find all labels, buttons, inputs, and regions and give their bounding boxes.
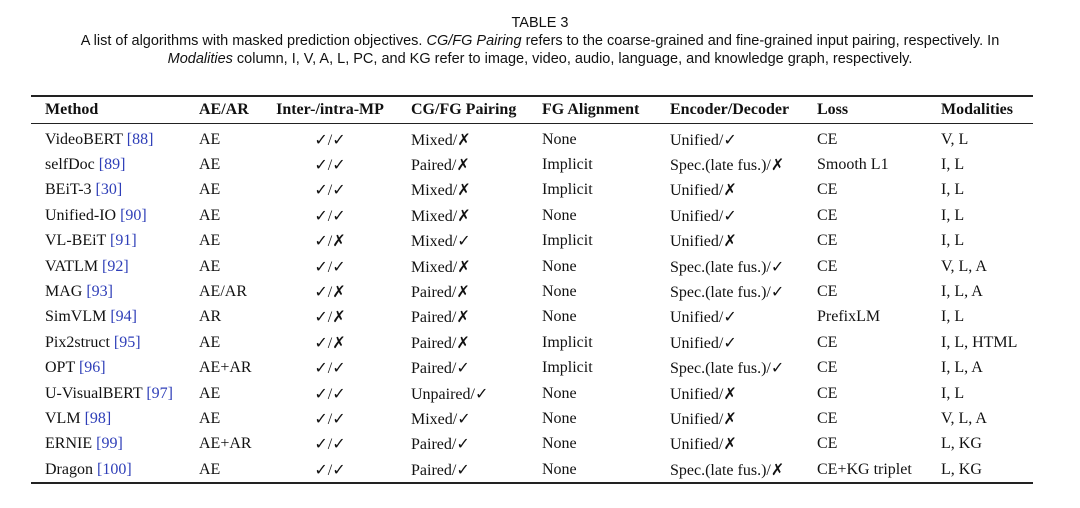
loss-cell: CE [817,333,838,351]
loss-cell: CE [817,409,838,427]
mp-cell: ✓/✓ [314,360,346,378]
mp-cell: ✓/✓ [314,410,346,428]
loss-cell: CE [817,181,838,199]
ae-ar-cell: AE [199,384,221,402]
citation-link[interactable]: [94] [110,308,137,326]
table-row [31,406,1033,431]
pairing-cell: Paired/✗ [411,334,470,352]
loss-cell: CE [817,232,838,250]
citation-link[interactable]: [95] [113,333,141,351]
ae-ar-cell: AE [199,333,221,351]
header-loss: Loss [817,101,849,118]
caption-text-1: A list of algorithms with masked prediction objectives. [80,33,427,49]
table-row [31,124,1033,153]
encoder-decoder-cell: Unified/✗ [670,182,737,200]
table-row [31,152,1033,177]
pairing-cell: Mixed/✗ [411,258,471,276]
method-cell: U-VisualBERT [97] [45,384,173,402]
ae-ar-cell: AE [199,156,221,174]
modalities-cell: I, L [941,156,965,174]
encoder-decoder-cell: Unified/✓ [670,334,737,352]
table-row [31,457,1033,483]
mp-cell: ✓/✓ [314,131,346,149]
pairing-cell: Paired/✗ [411,157,470,175]
table-row [31,229,1033,254]
pairing-cell: Mixed/✗ [411,131,471,149]
ae-ar-cell: AE [199,232,221,250]
modalities-cell: V, L, A [941,257,987,275]
encoder-decoder-cell: Unified/✗ [670,233,737,251]
loss-cell: CE [817,384,838,402]
loss-cell: CE [817,359,838,377]
encoder-decoder-cell: Unified/✗ [670,436,737,454]
citation-link[interactable]: [98] [84,409,112,427]
mp-cell: ✓/✓ [314,207,346,225]
method-cell: Dragon [100] [45,460,132,478]
pairing-cell: Mixed/✓ [411,410,471,428]
alignment-cell: Implicit [542,181,593,199]
encoder-decoder-cell: Spec.(late fus.)/✓ [670,360,785,378]
citation-link[interactable]: [96] [78,359,106,377]
mp-cell: ✓/✗ [314,309,346,327]
method-cell: VATLM [92] [45,257,129,275]
alignment-cell: None [542,384,577,402]
encoder-decoder-cell: Unified/✓ [670,309,737,327]
caption-term-pairing: CG/FG Pairing [426,33,522,49]
method-cell: SimVLM [94] [45,308,137,326]
modalities-cell: V, L, A [941,409,987,427]
ae-ar-cell: AE [199,130,221,148]
mp-cell: ✓/✗ [314,233,346,251]
citation-link[interactable]: [89] [98,156,126,174]
method-cell: VideoBERT [88] [45,130,154,148]
table-label: TABLE 3 [511,15,569,31]
ae-ar-cell: AE+AR [199,435,252,453]
citation-link[interactable]: [97] [146,384,173,402]
alignment-cell: Implicit [542,359,593,377]
modalities-cell: I, L [941,308,965,326]
ae-ar-cell: AE [199,206,221,224]
ae-ar-cell: AE [199,409,221,427]
ae-ar-cell: AE+AR [199,359,252,377]
modalities-cell: I, L [941,206,965,224]
table-row [31,279,1033,304]
table-header-row [31,96,1033,124]
loss-cell: CE [817,130,838,148]
modalities-cell: I, L [941,232,965,250]
ae-ar-cell: AE [199,460,221,478]
method-cell: ERNIE [99] [45,435,123,453]
caption-text-2: refers to the coarse-grained and fine-grained input pairing, respectively. In [521,33,1000,49]
alignment-cell: None [542,409,577,427]
alignment-cell: None [542,308,577,326]
mp-cell: ✓/✓ [314,258,346,276]
method-cell: Unified-IO [90] [45,206,147,224]
table-row [31,330,1033,355]
modalities-cell: I, L, HTML [941,333,1018,351]
encoder-decoder-cell: Spec.(late fus.)/✓ [670,258,785,276]
table-row [31,432,1033,457]
header-cg-fg-pairing: CG/FG Pairing [411,101,517,118]
table-row [31,178,1033,203]
header-ae-ar: AE/AR [199,101,249,118]
loss-cell: CE [817,283,838,301]
pairing-cell: Paired/✗ [411,284,470,302]
alignment-cell: None [542,130,577,148]
pairing-cell: Mixed/✗ [411,182,471,200]
mp-cell: ✓/✓ [314,436,346,454]
alignment-cell: None [542,257,577,275]
pairing-cell: Mixed/✓ [411,233,471,251]
citation-link[interactable]: [99] [96,435,123,453]
mp-cell: ✓/✗ [314,284,346,302]
citation-link[interactable]: [100] [96,460,132,478]
loss-cell: CE [817,257,838,275]
caption-text-3: column, I, V, A, L, PC, and KG refer to image, video, audio, language, and knowledge graph, respectively. [232,51,913,67]
citation-link[interactable]: [91] [110,232,137,250]
alignment-cell: None [542,435,577,453]
mp-cell: ✓/✓ [314,157,346,175]
loss-cell: CE [817,206,838,224]
alignment-cell: Implicit [542,333,593,351]
pairing-cell: Paired/✓ [411,436,470,454]
alignment-cell: None [542,206,577,224]
pairing-cell: Paired/✗ [411,309,470,327]
alignment-cell: Implicit [542,156,593,174]
encoder-decoder-cell: Unified/✓ [670,131,737,149]
citation-link[interactable]: [93] [86,283,113,301]
citation-link[interactable]: [88] [126,130,154,148]
ae-ar-cell: AE [199,181,221,199]
table-caption [20,14,1060,68]
modalities-cell: L, KG [941,435,982,453]
algorithms-table [31,95,1033,484]
table-row [31,381,1033,406]
encoder-decoder-cell: Spec.(late fus.)/✓ [670,284,785,302]
mp-cell: ✓/✗ [314,334,346,352]
citation-link[interactable]: [90] [120,206,147,224]
encoder-decoder-cell: Unified/✗ [670,385,737,403]
citation-link[interactable]: [92] [102,257,129,275]
table-row [31,356,1033,381]
alignment-cell: Implicit [542,232,593,250]
header-inter-intra-mp: Inter-/intra-MP [276,101,384,118]
method-cell: BEiT-3 [30] [45,181,123,199]
header-encoder-decoder: Encoder/Decoder [670,101,790,118]
modalities-cell: I, L [941,384,965,402]
modalities-cell: L, KG [941,460,982,478]
table-row [31,254,1033,279]
header-method: Method [45,101,99,118]
encoder-decoder-cell: Unified/✓ [670,207,737,225]
ae-ar-cell: AR [199,308,222,326]
ae-ar-cell: AE/AR [199,283,247,301]
table-row [31,305,1033,330]
alignment-cell: None [542,283,577,301]
pairing-cell: Mixed/✗ [411,207,471,225]
loss-cell: PrefixLM [817,308,881,326]
encoder-decoder-cell: Spec.(late fus.)/✗ [670,157,785,175]
pairing-cell: Paired/✓ [411,360,470,378]
mp-cell: ✓/✓ [314,461,346,479]
mp-cell: ✓/✓ [314,385,346,403]
ae-ar-cell: AE [199,257,221,275]
method-cell: selfDoc [89] [45,156,126,174]
method-cell: VL-BEiT [91] [45,232,137,250]
pairing-cell: Unpaired/✓ [411,385,489,403]
pairing-cell: Paired/✓ [411,461,470,479]
modalities-cell: I, L, A [941,283,983,301]
loss-cell: CE [817,435,838,453]
loss-cell: CE+KG triplet [817,460,912,478]
modalities-cell: I, L, A [941,359,983,377]
method-cell: Pix2struct [95] [45,333,141,351]
modalities-cell: I, L [941,181,965,199]
header-fg-alignment: FG Alignment [542,101,640,118]
citation-link[interactable]: [30] [95,181,123,199]
method-cell: VLM [98] [45,409,112,427]
modalities-cell: V, L [941,130,969,148]
table-row [31,203,1033,228]
encoder-decoder-cell: Spec.(late fus.)/✗ [670,461,785,479]
mp-cell: ✓/✓ [314,182,346,200]
loss-cell: Smooth L1 [817,156,889,174]
caption-text [20,32,1060,68]
header-modalities: Modalities [941,101,1013,118]
method-cell: MAG [93] [45,283,113,301]
method-cell: OPT [96] [45,359,106,377]
encoder-decoder-cell: Unified/✗ [670,410,737,428]
alignment-cell: None [542,460,577,478]
caption-term-modalities: Modalities [167,51,233,67]
